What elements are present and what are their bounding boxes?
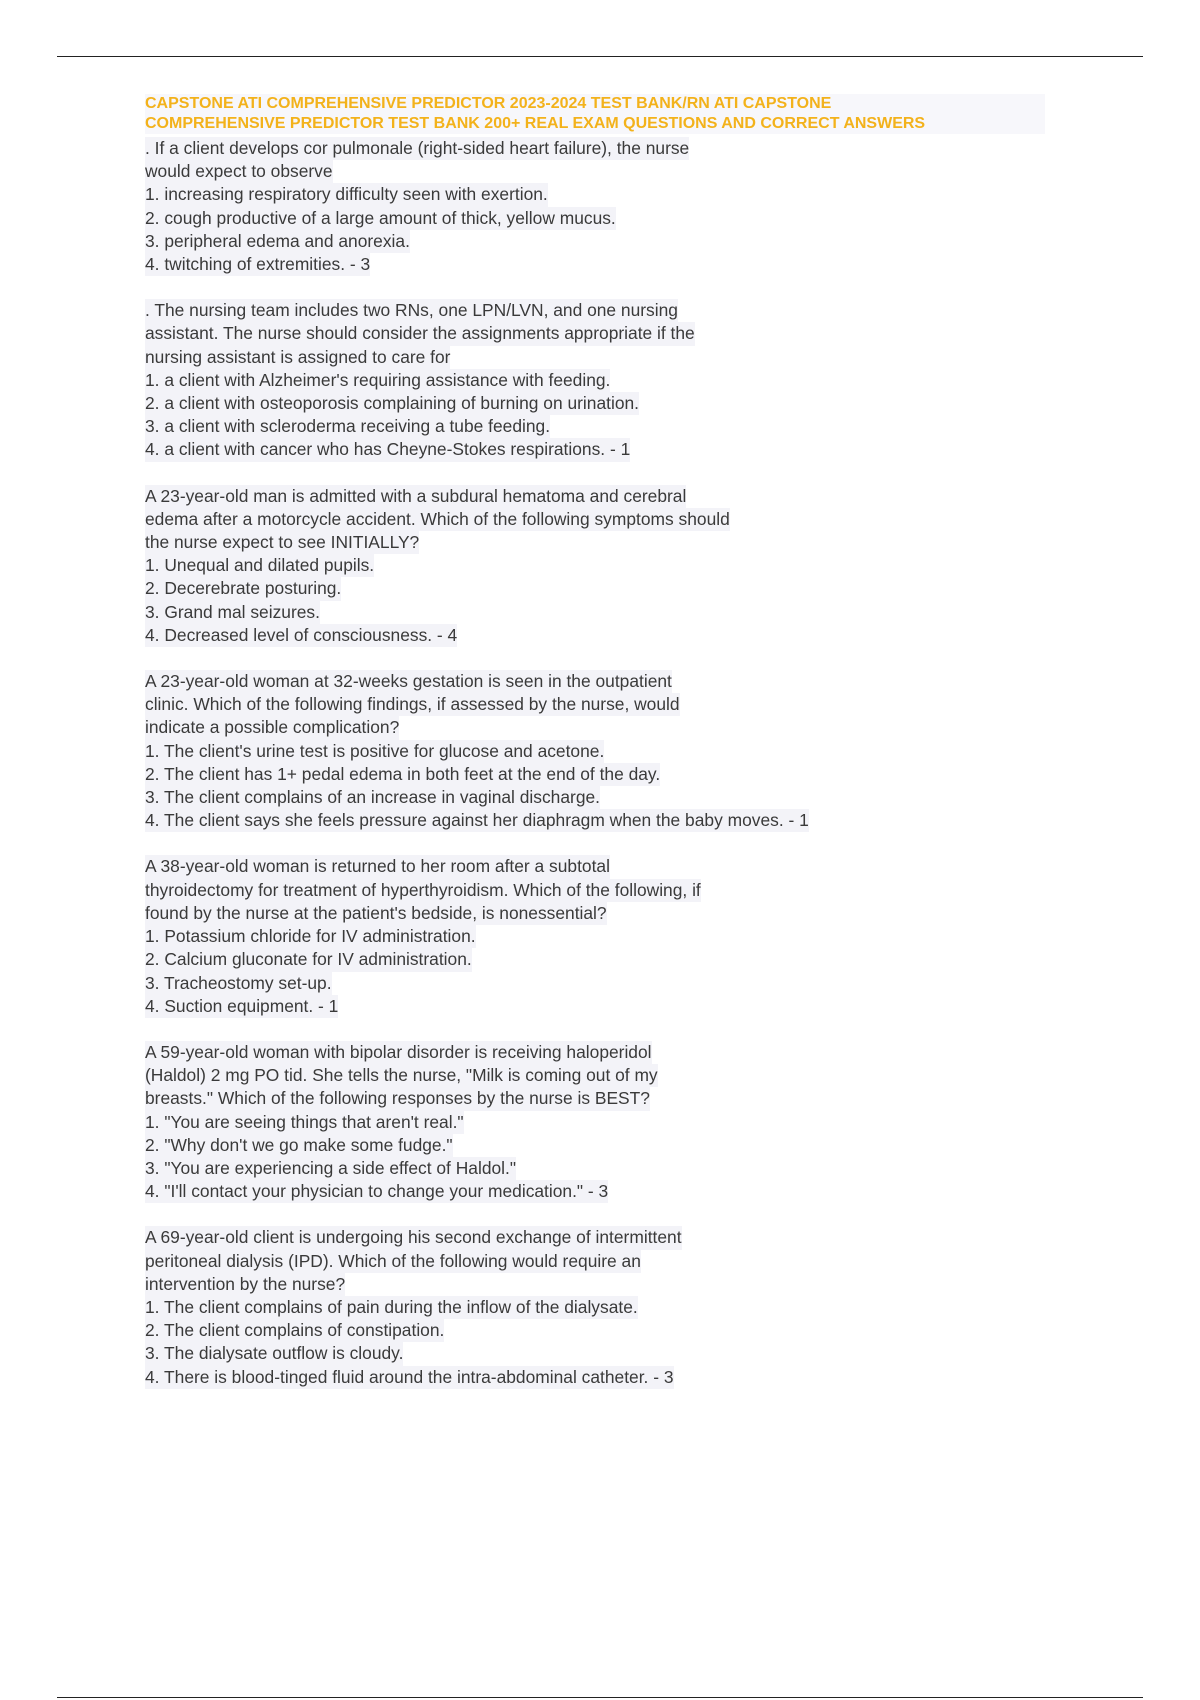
answer-option: 2. Calcium gluconate for IV administration. <box>145 948 472 971</box>
question-stem-line: A 38-year-old woman is returned to her room after a subtotal <box>145 855 610 878</box>
title-line: CAPSTONE ATI COMPREHENSIVE PREDICTOR 2023-2024 TEST BANK/RN ATI CAPSTONE <box>145 95 832 112</box>
question-1 <box>145 137 1045 276</box>
question-4 <box>145 670 1045 832</box>
top-rule <box>57 56 1143 57</box>
question-stem-line: assistant. The nurse should consider the assignments appropriate if the <box>145 322 695 345</box>
question-stem-line: . If a client develops cor pulmonale (right-sided heart failure), the nurse <box>145 137 689 160</box>
answer-option: 2. cough productive of a large amount of thick, yellow mucus. <box>145 207 616 230</box>
answer-option: 4. Decreased level of consciousness. - 4 <box>145 624 457 647</box>
question-stem-line: nursing assistant is assigned to care for <box>145 346 450 369</box>
question-stem-line: A 23-year-old woman at 32-weeks gestation is seen in the outpatient <box>145 670 672 693</box>
answer-option: 4. There is blood-tinged fluid around the intra-abdominal catheter. - 3 <box>145 1366 674 1389</box>
answer-option: 1. a client with Alzheimer's requiring assistance with feeding. <box>145 369 610 392</box>
question-stem-line: breasts." Which of the following responses by the nurse is BEST? <box>145 1087 650 1110</box>
answer-option: 2. The client has 1+ pedal edema in both feet at the end of the day. <box>145 763 660 786</box>
document-body <box>145 94 1045 1412</box>
question-5 <box>145 855 1045 1017</box>
question-stem-line: thyroidectomy for treatment of hyperthyroidism. Which of the following, if <box>145 879 701 902</box>
answer-option: 1. Unequal and dilated pupils. <box>145 554 374 577</box>
answer-option: 3. a client with scleroderma receiving a tube feeding. <box>145 415 550 438</box>
question-stem-line: indicate a possible complication? <box>145 716 399 739</box>
answer-option: 3. The client complains of an increase in vaginal discharge. <box>145 786 600 809</box>
answer-option: 3. "You are experiencing a side effect of Haldol." <box>145 1157 516 1180</box>
question-stem-line: . The nursing team includes two RNs, one LPN/LVN, and one nursing <box>145 299 678 322</box>
answer-option: 1. increasing respiratory difficulty seen with exertion. <box>145 183 548 206</box>
answer-option: 3. Grand mal seizures. <box>145 601 320 624</box>
question-stem-line: intervention by the nurse? <box>145 1273 345 1296</box>
answer-option: 3. The dialysate outflow is cloudy. <box>145 1342 403 1365</box>
question-stem-line: A 59-year-old woman with bipolar disorder is receiving haloperidol <box>145 1041 652 1064</box>
answer-option: 4. The client says she feels pressure against her diaphragm when the baby moves. - 1 <box>145 809 809 832</box>
document-title <box>145 94 1045 134</box>
question-3 <box>145 485 1045 647</box>
answer-option: 4. Suction equipment. - 1 <box>145 995 338 1018</box>
answer-option: 2. Decerebrate posturing. <box>145 577 341 600</box>
question-stem-line: the nurse expect to see INITIALLY? <box>145 531 419 554</box>
question-stem-line: edema after a motorcycle accident. Which of the following symptoms should <box>145 508 730 531</box>
answer-option: 2. a client with osteoporosis complaining of burning on urination. <box>145 392 639 415</box>
question-6 <box>145 1041 1045 1203</box>
title-line: COMPREHENSIVE PREDICTOR TEST BANK 200+ REAL EXAM QUESTIONS AND CORRECT ANSWERS <box>145 115 926 132</box>
answer-option: 3. Tracheostomy set-up. <box>145 972 332 995</box>
answer-option: 1. Potassium chloride for IV administration. <box>145 925 476 948</box>
question-stem-line: peritoneal dialysis (IPD). Which of the following would require an <box>145 1250 641 1273</box>
question-stem-line: found by the nurse at the patient's bedside, is nonessential? <box>145 902 607 925</box>
answer-option: 1. The client complains of pain during the inflow of the dialysate. <box>145 1296 638 1319</box>
answer-option: 4. twitching of extremities. - 3 <box>145 253 370 276</box>
question-stem-line: A 69-year-old client is undergoing his second exchange of intermittent <box>145 1226 682 1249</box>
answer-option: 1. The client's urine test is positive for glucose and acetone. <box>145 740 604 763</box>
answer-option: 4. a client with cancer who has Cheyne-Stokes respirations. - 1 <box>145 438 630 461</box>
question-stem-line: clinic. Which of the following findings, if assessed by the nurse, would <box>145 693 680 716</box>
question-stem-line: would expect to observe <box>145 160 333 183</box>
answer-option: 2. The client complains of constipation. <box>145 1319 444 1342</box>
question-2 <box>145 299 1045 461</box>
question-stem-line: A 23-year-old man is admitted with a subdural hematoma and cerebral <box>145 485 686 508</box>
bottom-rule <box>57 1697 1143 1698</box>
answer-option: 3. peripheral edema and anorexia. <box>145 230 410 253</box>
question-stem-line: (Haldol) 2 mg PO tid. She tells the nurse, "Milk is coming out of my <box>145 1064 658 1087</box>
answer-option: 4. "I'll contact your physician to change your medication." - 3 <box>145 1180 608 1203</box>
answer-option: 2. "Why don't we go make some fudge." <box>145 1134 453 1157</box>
question-7 <box>145 1226 1045 1388</box>
answer-option: 1. "You are seeing things that aren't real." <box>145 1111 464 1134</box>
